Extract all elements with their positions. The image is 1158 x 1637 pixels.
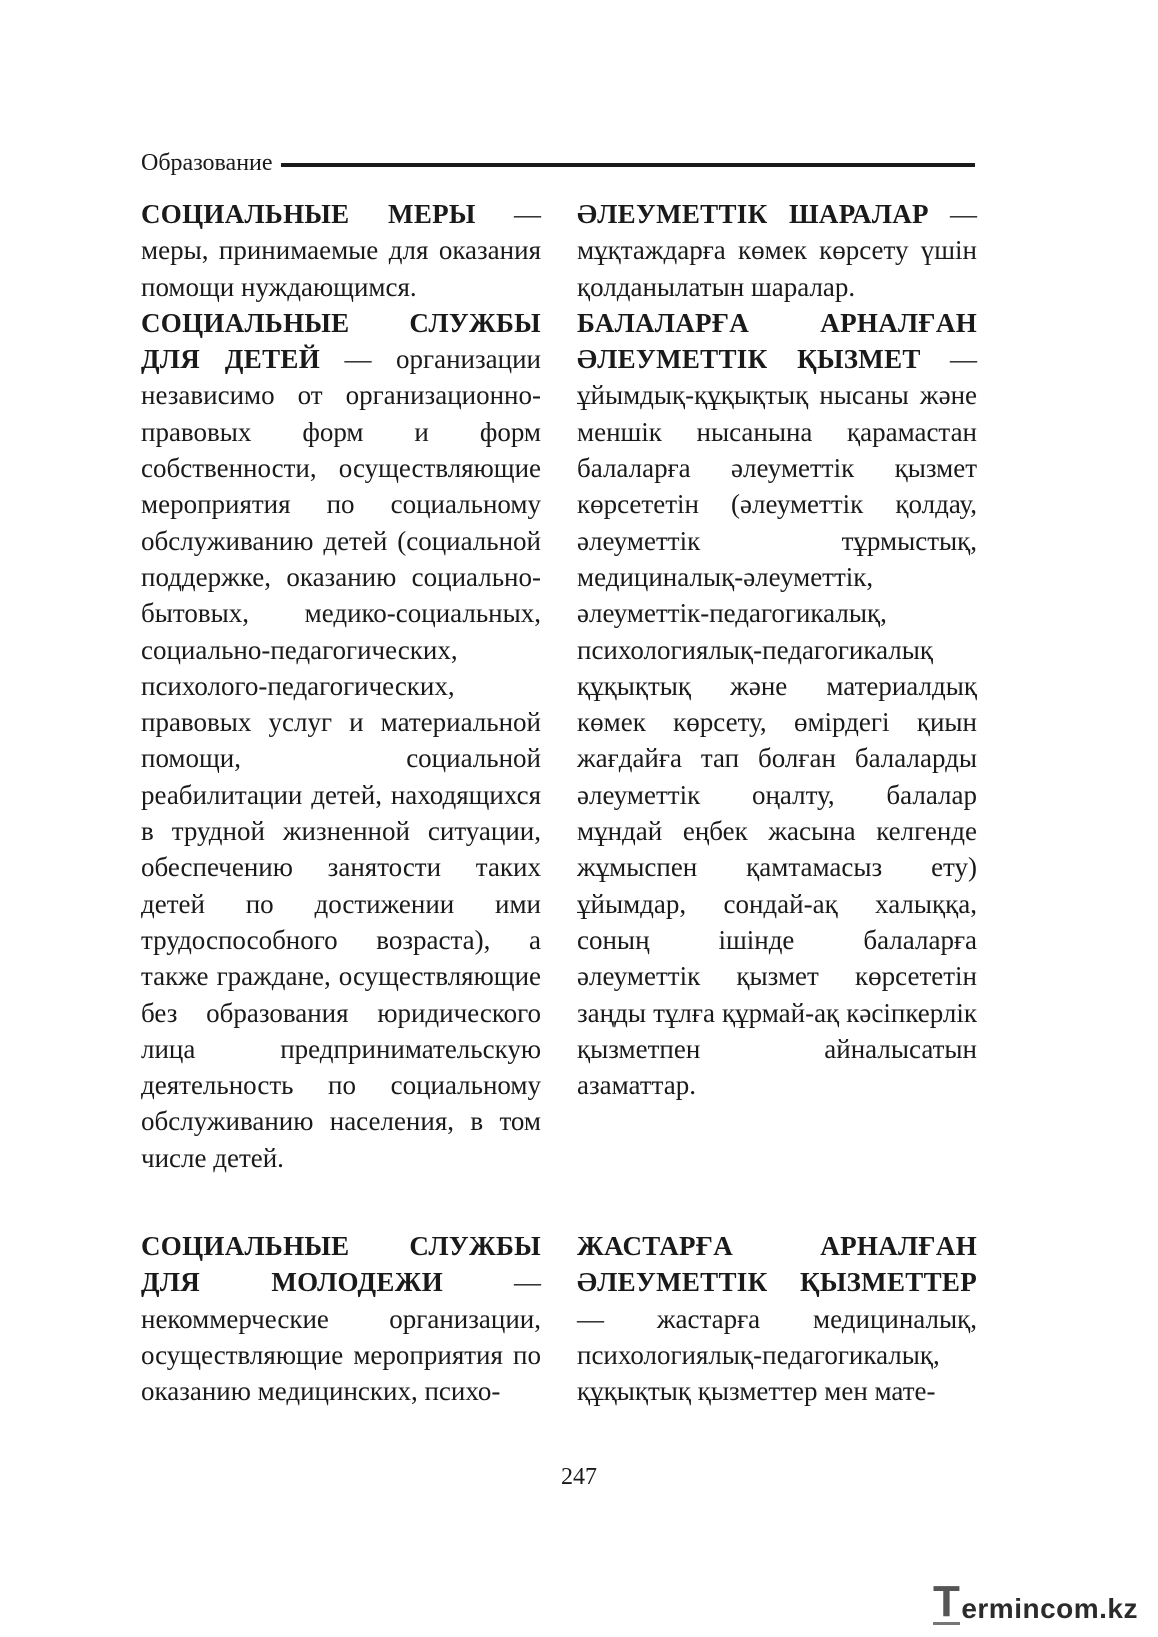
- watermark-logo: [932, 1577, 1138, 1626]
- page-number: 247: [561, 1464, 597, 1490]
- entry-term: БАЛАЛАРҒА АРНАЛҒАН ӘЛЕУМЕТТІК ҚЫЗМЕТ: [577, 307, 977, 375]
- entry-dash: —: [443, 1267, 541, 1298]
- entry-definition: меры, принимаемые для оказания помощи нуждающимся.: [141, 235, 541, 302]
- entry-definition: мұқтаждарға көмек көрсету үшін қолданылатын шаралар.: [577, 235, 977, 302]
- entry-term: ЖАСТАРҒА АРНАЛҒАН ӘЛЕУМЕТТІК ҚЫЗМЕТТЕР: [577, 1231, 977, 1298]
- header-rule: [281, 163, 975, 167]
- entry: [577, 196, 977, 305]
- entry-term: ӘЛЕУМЕТТІК ШАРАЛАР: [577, 199, 929, 229]
- entry-dash: —: [577, 1303, 657, 1334]
- left-column-bottom: [141, 1228, 541, 1409]
- entry-definition: организации независимо от организационно-правовых форм и форм собственности, осуществляющие мероприятия по социальному обслуживанию детей (социальной поддержке, оказанию социально-бытовых, медико-социальных, социально-педагогических, психолого-педагогических, правовых услуг и материальной помощи, социальной реабилитации детей, находящихся в трудной жизненной ситуации, обеспечению занятости таких детей по достижении ими трудоспособного возраста), а также граждане, осуществляющие без образования юридического лица предпринимательскую деятельность по социальному обслуживанию населения, в том числе детей.: [141, 344, 542, 1173]
- entry: [141, 196, 541, 305]
- entry-definition: некоммерческие организации, осуществляющие мероприятия по оказанию медицинских, психо-: [141, 1303, 541, 1407]
- entry: [577, 1228, 977, 1409]
- entry: [141, 1228, 541, 1409]
- entry-dash: —: [928, 199, 977, 229]
- entry-dash: —: [320, 344, 397, 375]
- section-title: Образование: [141, 149, 273, 176]
- entry-dash: —: [475, 199, 541, 229]
- logo-text: ermincom.kz: [961, 1593, 1138, 1624]
- right-column-top: [577, 196, 977, 1103]
- entry-term: СОЦИАЛЬНЫЕ МЕРЫ: [141, 199, 476, 229]
- running-header: [141, 146, 975, 180]
- logo-letter: T: [932, 1577, 961, 1626]
- entry: [141, 305, 541, 1176]
- entry-dash: —: [920, 344, 977, 375]
- left-column-top: [141, 196, 541, 1176]
- entry: [577, 305, 977, 1104]
- entry-definition: жастарға медициналық, психологиялық-педагогикалық, құқықтық қызметтер мен мате-: [577, 1303, 977, 1407]
- right-column-bottom: [577, 1228, 977, 1409]
- entry-term: СОЦИАЛЬНЫЕ СЛУЖБЫ ДЛЯ МОЛОДЕЖИ: [141, 1231, 541, 1298]
- entry-term: СОЦИАЛЬНЫЕ СЛУЖБЫ ДЛЯ ДЕТЕЙ: [141, 307, 541, 375]
- entry-definition: ұйымдық-құқықтық нысаны және меншік нысанына қарамастан балаларға әлеуметтік қызмет көрсететін (әлеуметтік қолдау, әлеуметтік тұрмыстық, медициналық-әлеуметтік, әлеуметтік-педагогикалық, психологиялық-педагогикалық құқықтық және материалдық көмек көрсету, өмірдегі қиын жағдайға тап болған балаларды әлеуметтік оңалту, балалар мұндай еңбек жасына келгенде жұмыспен қамтамасыз ету) ұйымдар, сондай-ақ халыққа, соның ішінде балаларға әлеуметтік қызмет көрсететін заңды тұлға құрмай-ақ кәсіпкерлік қызметпен айналысатын азаматтар.: [577, 380, 977, 1101]
